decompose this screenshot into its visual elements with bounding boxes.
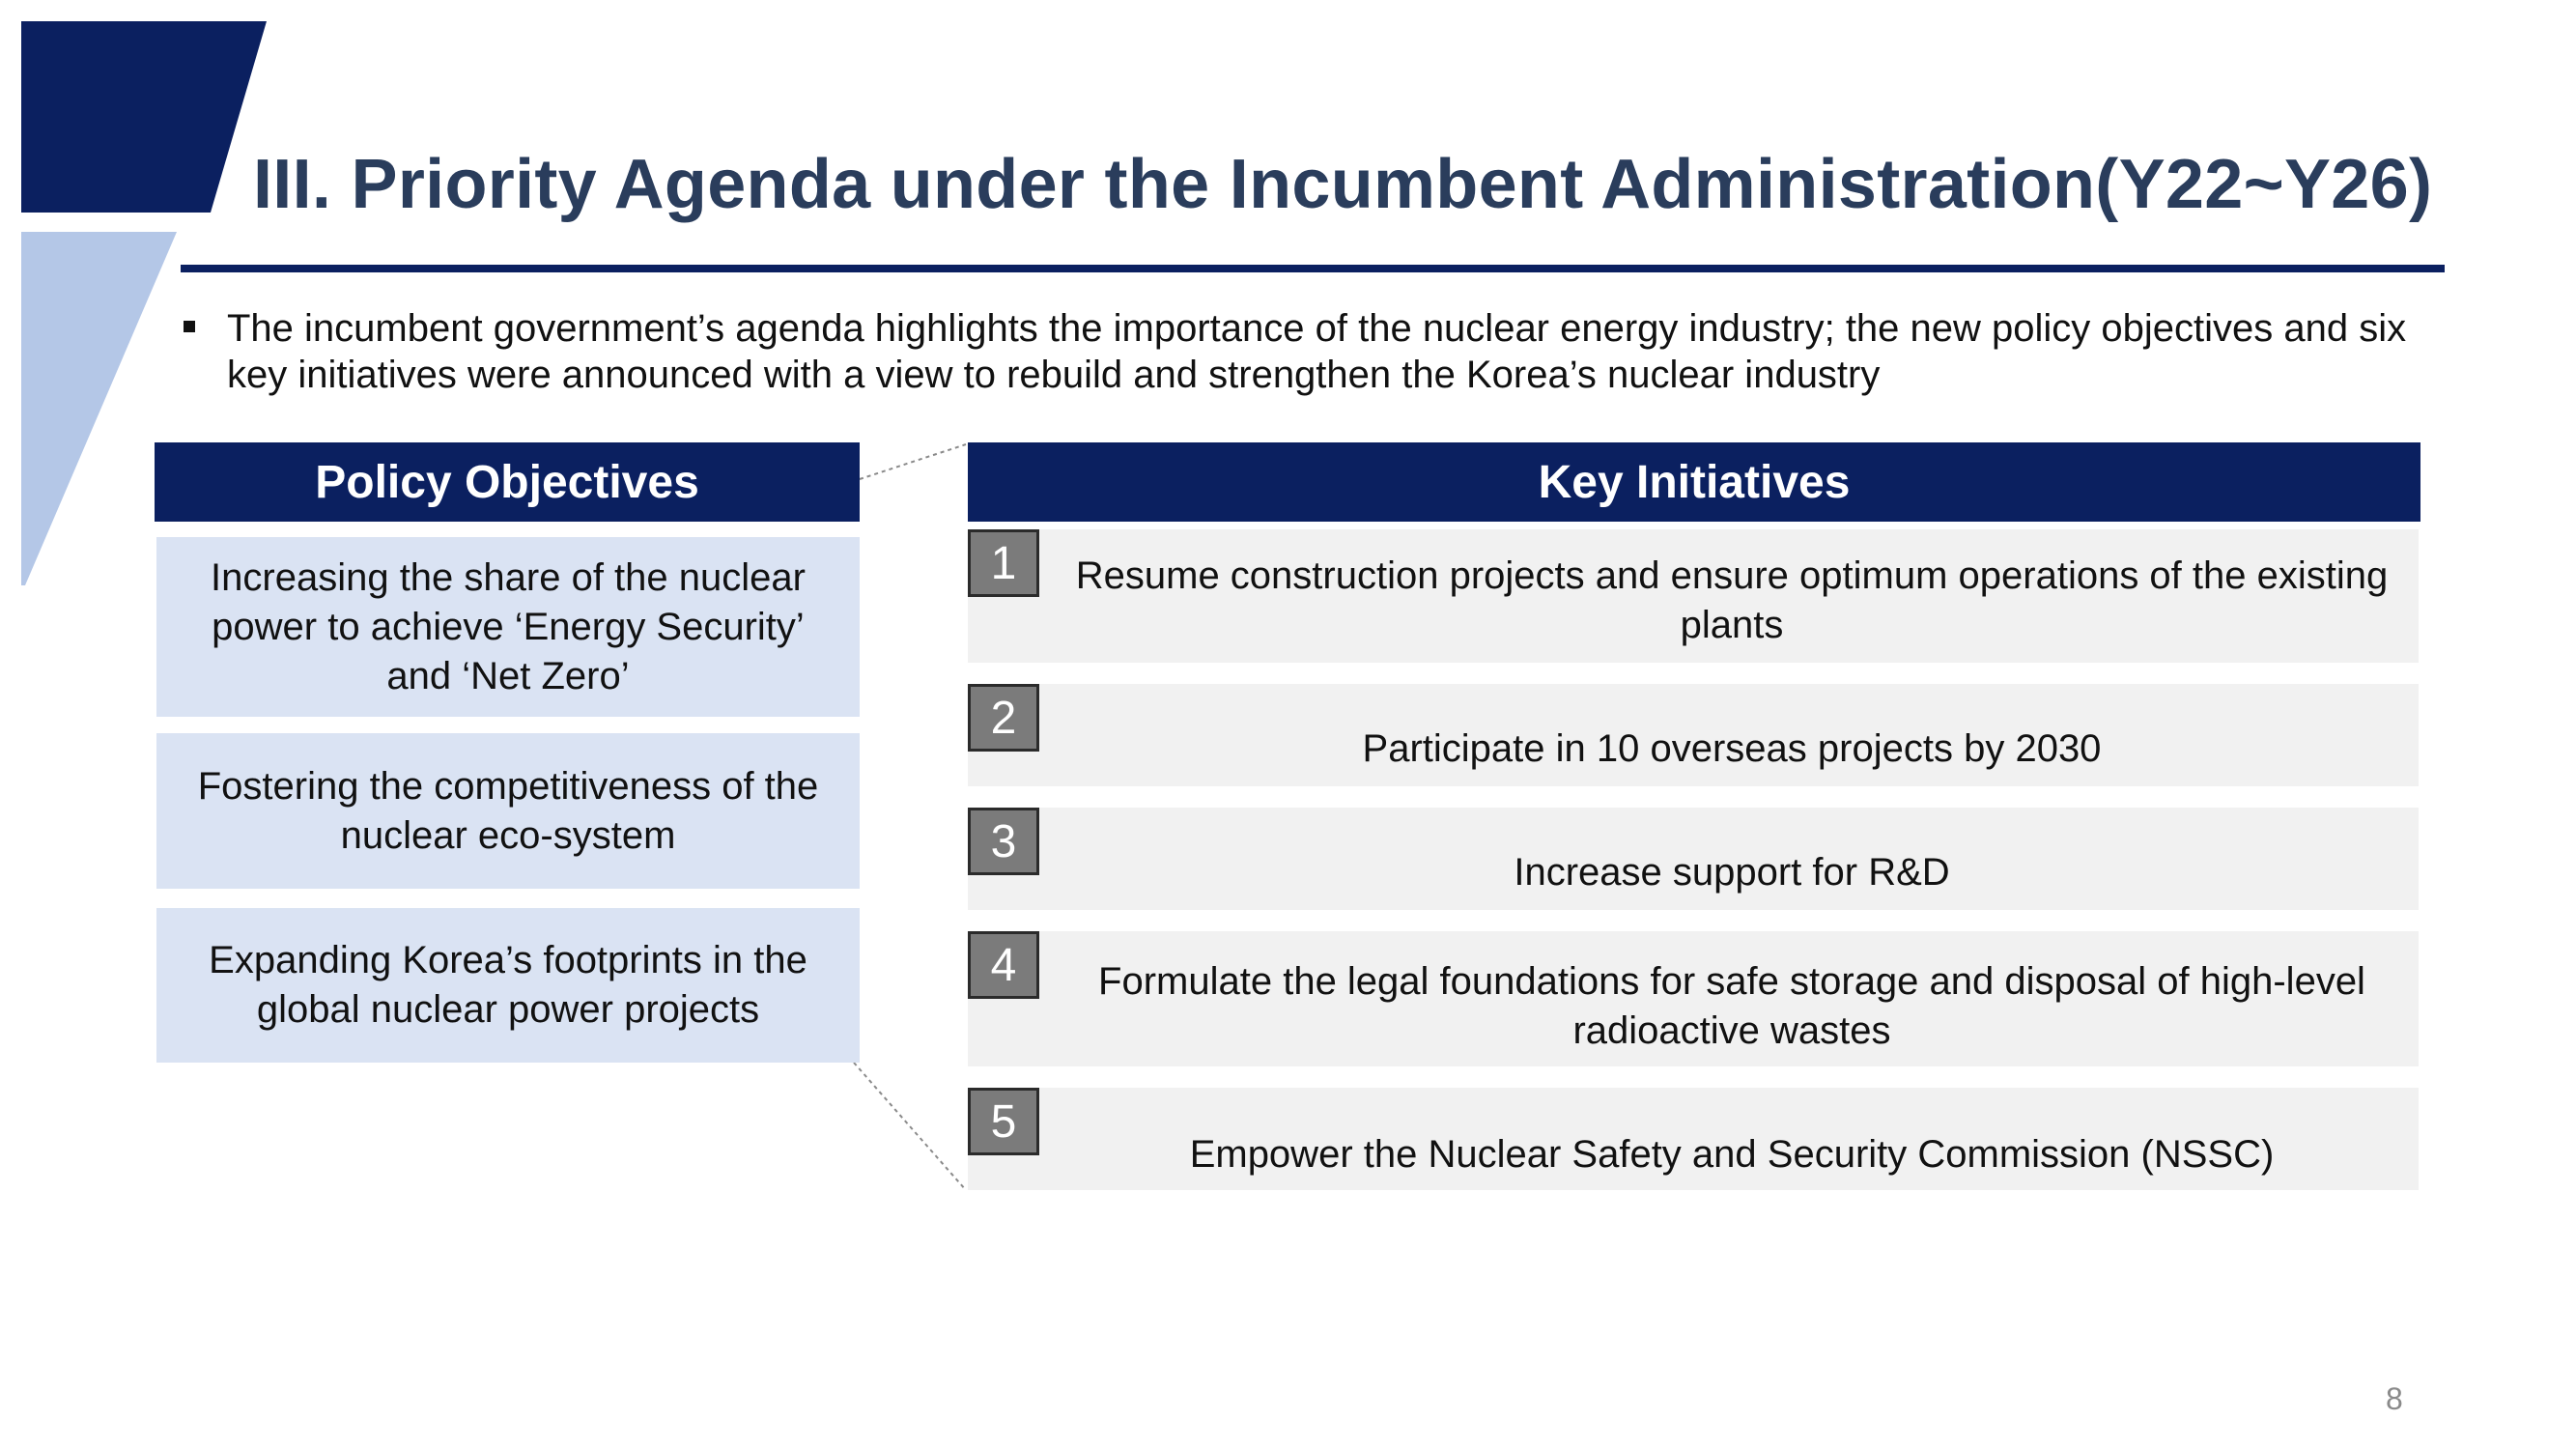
page-number: 8 — [2386, 1381, 2403, 1416]
key-initiatives-header: Key Initiatives — [968, 442, 2420, 522]
bullet-marker — [184, 321, 195, 332]
connector-bottom — [854, 1063, 966, 1190]
initiative-number: 3 — [968, 808, 1039, 875]
initiative-number: 1 — [968, 529, 1039, 597]
initiative-text: Participate in 10 overseas projects by 2030 — [1362, 726, 2102, 770]
initiative-text: Empower the Nuclear Safety and Security Commission (NSSC) — [1189, 1132, 2275, 1176]
connector-top — [860, 444, 966, 479]
dark-corner-shape — [21, 21, 267, 213]
initiative-row-3 — [968, 808, 2419, 910]
initiative-row-2 — [968, 684, 2419, 786]
light-corner-shape — [21, 232, 177, 585]
initiative-number: 2 — [968, 684, 1039, 752]
policy-objective-1: Increasing the share of the nuclear power to achieve ‘Energy Security’ and ‘Net Zero’ — [156, 537, 860, 717]
initiative-number: 5 — [968, 1088, 1039, 1155]
policy-objective-3: Expanding Korea’s footprints in the global nuclear power projects — [156, 908, 860, 1063]
page-title: III. Priority Agenda under the Incumbent Administration(Y22~Y26) — [253, 146, 2433, 223]
title-underline — [181, 265, 2445, 272]
initiative-text: Formulate the legal foundations for safe storage and disposal of high-level radioactive wastes — [1098, 960, 2365, 1052]
policy-objective-2: Fostering the competitiveness of the nuclear eco-system — [156, 733, 860, 889]
initiative-row-4 — [968, 931, 2419, 1066]
intro-text: The incumbent government’s agenda highlights the importance of the nuclear energy industry; the new policy objectives and six key initiatives were announced with a view to rebuild and strengthen the Korea’s nuclear industry — [227, 307, 2407, 396]
initiative-text: Resume construction projects and ensure optimum operations of the existing plants — [1075, 554, 2389, 646]
intro-bullet — [184, 305, 2453, 398]
initiative-row-1 — [968, 529, 2419, 663]
initiative-number: 4 — [968, 931, 1039, 999]
initiative-row-5 — [968, 1088, 2419, 1190]
policy-objectives-header: Policy Objectives — [155, 442, 860, 522]
initiative-text: Increase support for R&D — [1514, 850, 1950, 894]
